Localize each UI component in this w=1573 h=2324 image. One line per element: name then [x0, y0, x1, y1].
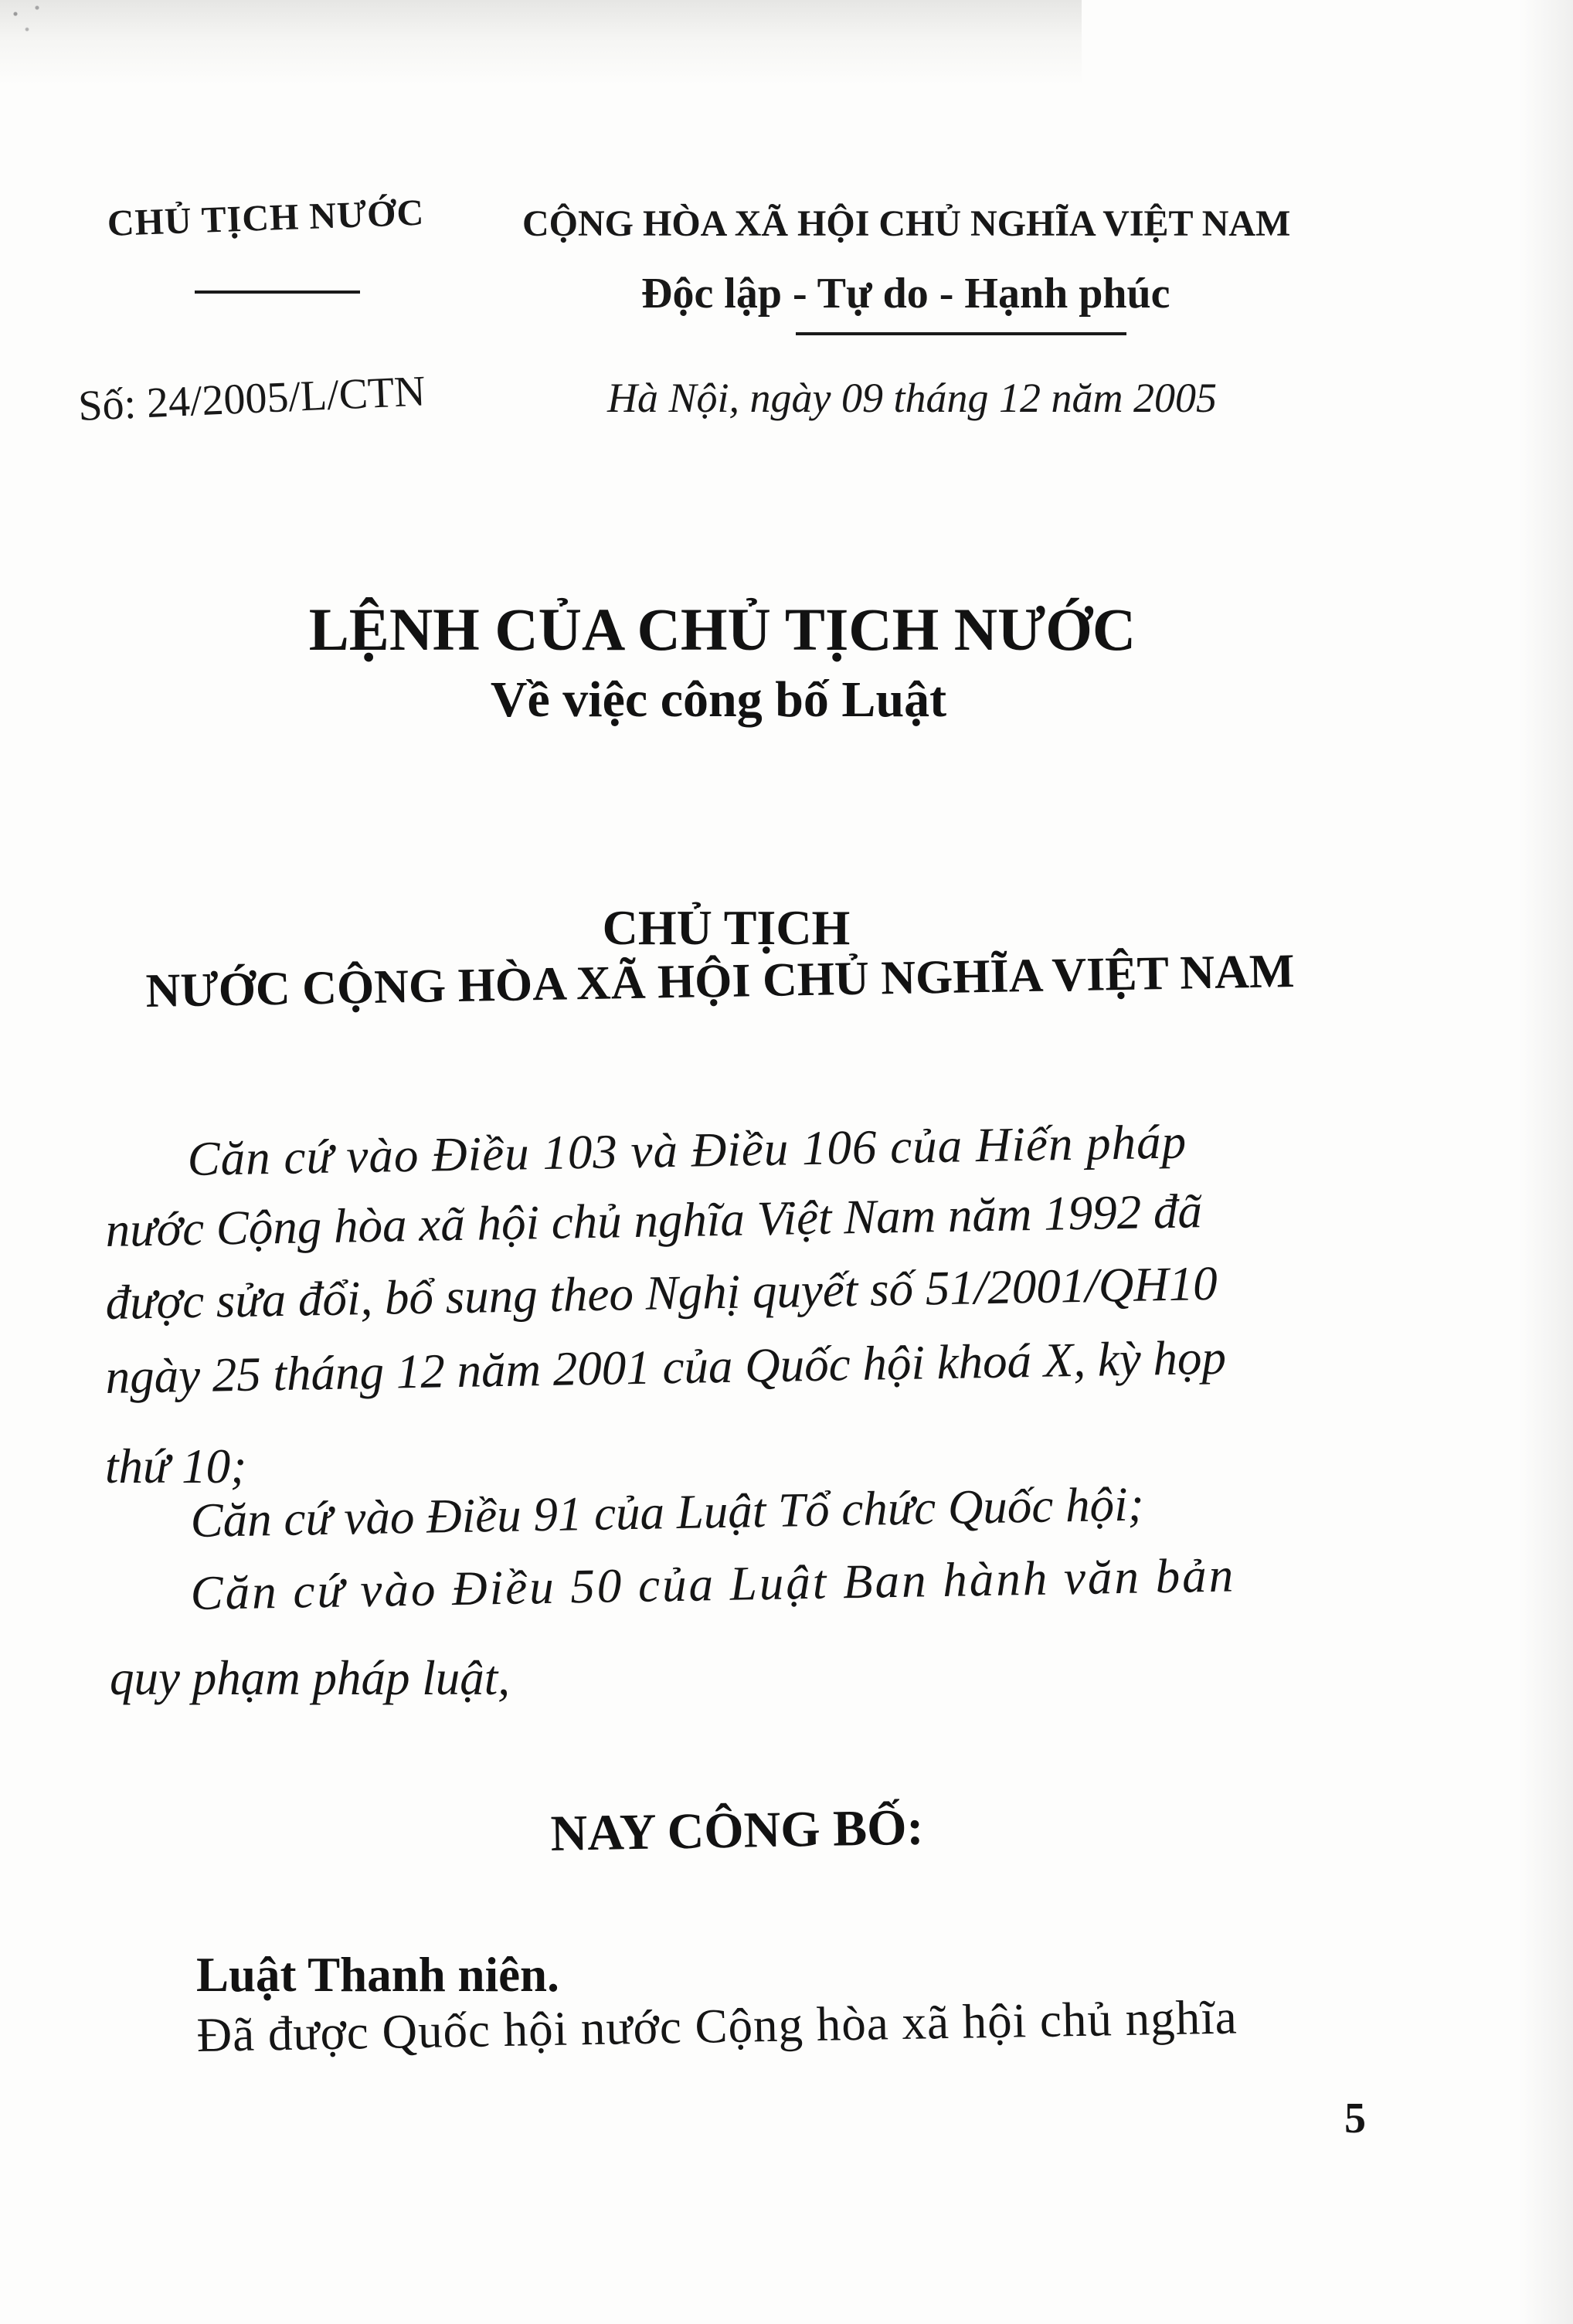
motto-underline	[796, 332, 1126, 335]
preamble-line: ngày 25 tháng 12 năm 2001 của Quốc hội khoá X, kỳ họp	[105, 1330, 1227, 1404]
preamble-line: quy phạm pháp luật,	[110, 1651, 510, 1705]
law-name: Luật Thanh niên.	[196, 1948, 559, 2002]
issuer-country: NƯỚC CỘNG HÒA XÃ HỘI CHỦ NGHĨA VIỆT NAM	[145, 945, 1295, 1018]
preamble-line: nước Cộng hòa xã hội chủ nghĩa Việt Nam năm 1992 đã	[105, 1184, 1203, 1257]
preamble-line: Căn cứ vào Điều 91 của Luật Tổ chức Quốc hội;	[190, 1476, 1145, 1548]
preamble-line: được sửa đổi, bổ sung theo Nghị quyết số 51/2001/QH10	[105, 1255, 1218, 1330]
country-name: CỘNG HÒA XÃ HỘI CHỦ NGHĨA VIỆT NAM	[522, 203, 1291, 244]
page-number: 5	[1344, 2095, 1366, 2142]
issuer-underline	[195, 290, 360, 294]
document-subtitle: Về việc công bố Luật	[490, 671, 947, 728]
preamble-line: Căn cứ vào Điều 103 và Điều 106 của Hiến pháp	[187, 1114, 1187, 1186]
preamble-line: Căn cứ vào Điều 50 của Luật Ban hành văn bản	[190, 1548, 1236, 1620]
decree-text-line: Đã được Quốc hội nước Cộng hòa xã hội chủ nghĩa	[196, 1989, 1238, 2062]
issuer-title: CHỦ TỊCH	[602, 900, 851, 955]
paper-speckles	[0, 0, 62, 46]
document-title: LỆNH CỦA CHỦ TỊCH NƯỚC	[308, 596, 1136, 663]
document-number: Số: 24/2005/L/CTN	[77, 367, 426, 430]
issuer-label: CHỦ TỊCH NƯỚC	[107, 192, 425, 244]
page-edge-shadow	[0, 0, 1082, 85]
place-and-date: Hà Nội, ngày 09 tháng 12 năm 2005	[607, 375, 1217, 421]
page-right-edge-shadow	[1519, 0, 1573, 2324]
preamble-line: thứ 10;	[105, 1439, 247, 1493]
national-motto: Độc lập - Tự do - Hạnh phúc	[641, 270, 1170, 318]
decree-heading: NAY CÔNG BỐ:	[550, 1799, 925, 1862]
